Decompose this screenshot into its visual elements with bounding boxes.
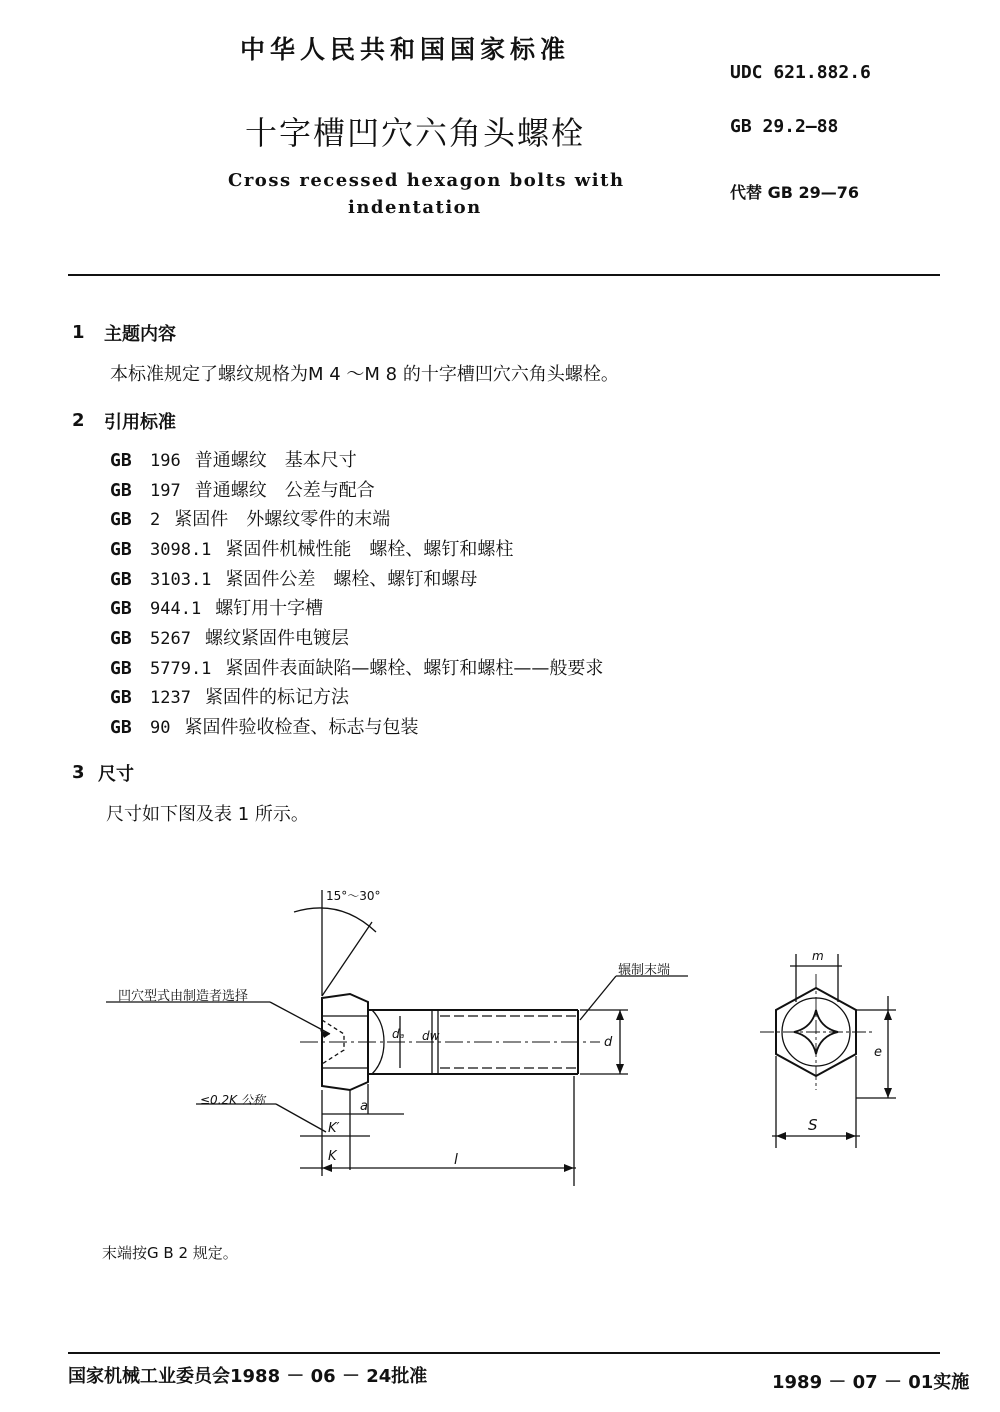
- reference-number: 3103.1: [150, 570, 212, 590]
- reference-gb: GB: [110, 717, 132, 738]
- reference-row: [110, 624, 349, 650]
- gb-number: GB 29.2—88: [730, 116, 839, 137]
- reference-number: 90: [150, 718, 171, 738]
- reference-gb: GB: [110, 687, 132, 708]
- section-1-title: 主题内容: [104, 324, 176, 345]
- reference-gb: GB: [110, 509, 132, 530]
- section-2-title: 引用标准: [104, 412, 176, 433]
- reference-row: [110, 505, 390, 531]
- reference-row: [110, 535, 513, 561]
- reference-gb: GB: [110, 539, 132, 560]
- reference-number: 5267: [150, 629, 191, 649]
- reference-title: 紧固件公差 螺栓、螺钉和螺母: [225, 569, 478, 590]
- angle-line: [322, 922, 372, 996]
- section-1-number: 1: [72, 322, 85, 343]
- arrowhead: [616, 1010, 624, 1020]
- dim-e-label: e: [874, 1045, 882, 1060]
- reference-row: [110, 713, 418, 739]
- reference-title: 紧固件 外螺纹零件的末端: [174, 509, 391, 530]
- dim-dw-label: dw: [422, 1029, 440, 1043]
- arrowhead: [846, 1132, 856, 1140]
- reference-title: 紧固件验收检查、标志与包装: [184, 717, 419, 738]
- reference-title: 螺纹紧固件电镀层: [204, 628, 349, 649]
- replaces-note: 代替 GB 29—76: [730, 183, 860, 202]
- effective-date: 1989 － 07 － 01实施: [772, 1372, 970, 1393]
- reference-number: 1237: [150, 688, 191, 708]
- reference-gb: GB: [110, 658, 132, 679]
- reference-number: 5779.1: [150, 659, 212, 679]
- arrowhead: [884, 1010, 892, 1020]
- dim-a-label: a: [360, 1099, 368, 1114]
- reference-row: [110, 565, 477, 591]
- recess-note-label: 凹穴型式由制造者选择: [118, 989, 249, 1004]
- section-3-text: 尺寸如下图及表 1 所示。: [106, 804, 309, 825]
- section-3-title: 尺寸: [98, 764, 134, 785]
- reference-number: 197: [150, 481, 181, 501]
- reference-row: [110, 476, 375, 502]
- reference-gb: GB: [110, 450, 132, 471]
- reference-title: 紧固件机械性能 螺栓、螺钉和螺柱: [225, 539, 514, 560]
- reference-number: 196: [150, 451, 181, 471]
- dim-s-label: S: [808, 1116, 818, 1134]
- section-1-text: 本标准规定了螺纹规格为M 4 ～M 8 的十字槽凹穴六角头螺栓。: [110, 364, 619, 385]
- standard-org: 中华人民共和国国家标准: [240, 35, 571, 64]
- reference-title: 螺钉用十字槽: [215, 598, 324, 619]
- reference-title: 紧固件表面缺陷—螺栓、螺钉和螺柱——般要求: [225, 658, 604, 679]
- arrowhead: [564, 1164, 574, 1172]
- reference-row: [110, 594, 323, 620]
- section-2-number: 2: [72, 410, 85, 431]
- dim-da-label: dₐ: [392, 1027, 405, 1041]
- dim-d-label: d: [604, 1035, 613, 1050]
- angle-label: 15°～30°: [326, 889, 381, 903]
- bolt-drawing: [0, 870, 1000, 1210]
- reference-number: 2: [150, 510, 161, 530]
- reference-gb: GB: [110, 598, 132, 619]
- chamfer-note-label: ≤0.2K 公称: [200, 1093, 265, 1107]
- dim-m-label: m: [812, 949, 824, 963]
- dim-k-label: K: [328, 1149, 337, 1164]
- reference-row: [110, 446, 357, 472]
- udc-number: UDC 621.882.6: [730, 62, 871, 83]
- dim-l-label: l: [454, 1152, 458, 1168]
- end-note: 末端按G B 2 规定。: [102, 1244, 238, 1262]
- reference-row: [110, 654, 603, 680]
- footer-divider: [68, 1352, 940, 1354]
- reference-title: 紧固件的标记方法: [204, 687, 349, 708]
- header-divider: [68, 274, 940, 276]
- rolled-end-leader: [580, 976, 616, 1020]
- arrowhead: [616, 1064, 624, 1074]
- arrowhead: [322, 1164, 332, 1172]
- angle-arc: [294, 908, 376, 932]
- reference-gb: GB: [110, 569, 132, 590]
- arrowhead: [776, 1132, 786, 1140]
- reference-number: 3098.1: [150, 540, 212, 560]
- reference-gb: GB: [110, 628, 132, 649]
- reference-row: [110, 683, 349, 709]
- arrowhead: [884, 1088, 892, 1098]
- rolled-end-label: 辗制末端: [618, 963, 671, 978]
- reference-gb: GB: [110, 480, 132, 501]
- approval-date: 国家机械工业委员会1988 － 06 － 24批准: [68, 1366, 428, 1387]
- title-english-line2: indentation: [348, 197, 482, 218]
- reference-number: 944.1: [150, 599, 202, 619]
- title-english-line1: Cross recessed hexagon bolts with: [228, 170, 625, 191]
- chamfer-leader: [276, 1104, 326, 1132]
- section-3-number: 3: [72, 762, 85, 783]
- reference-title: 普通螺纹 基本尺寸: [194, 450, 357, 471]
- dim-kprime-label: K′: [328, 1121, 340, 1136]
- reference-title: 普通螺纹 公差与配合: [194, 480, 375, 501]
- title-chinese: 十字槽凹穴六角头螺栓: [245, 114, 586, 152]
